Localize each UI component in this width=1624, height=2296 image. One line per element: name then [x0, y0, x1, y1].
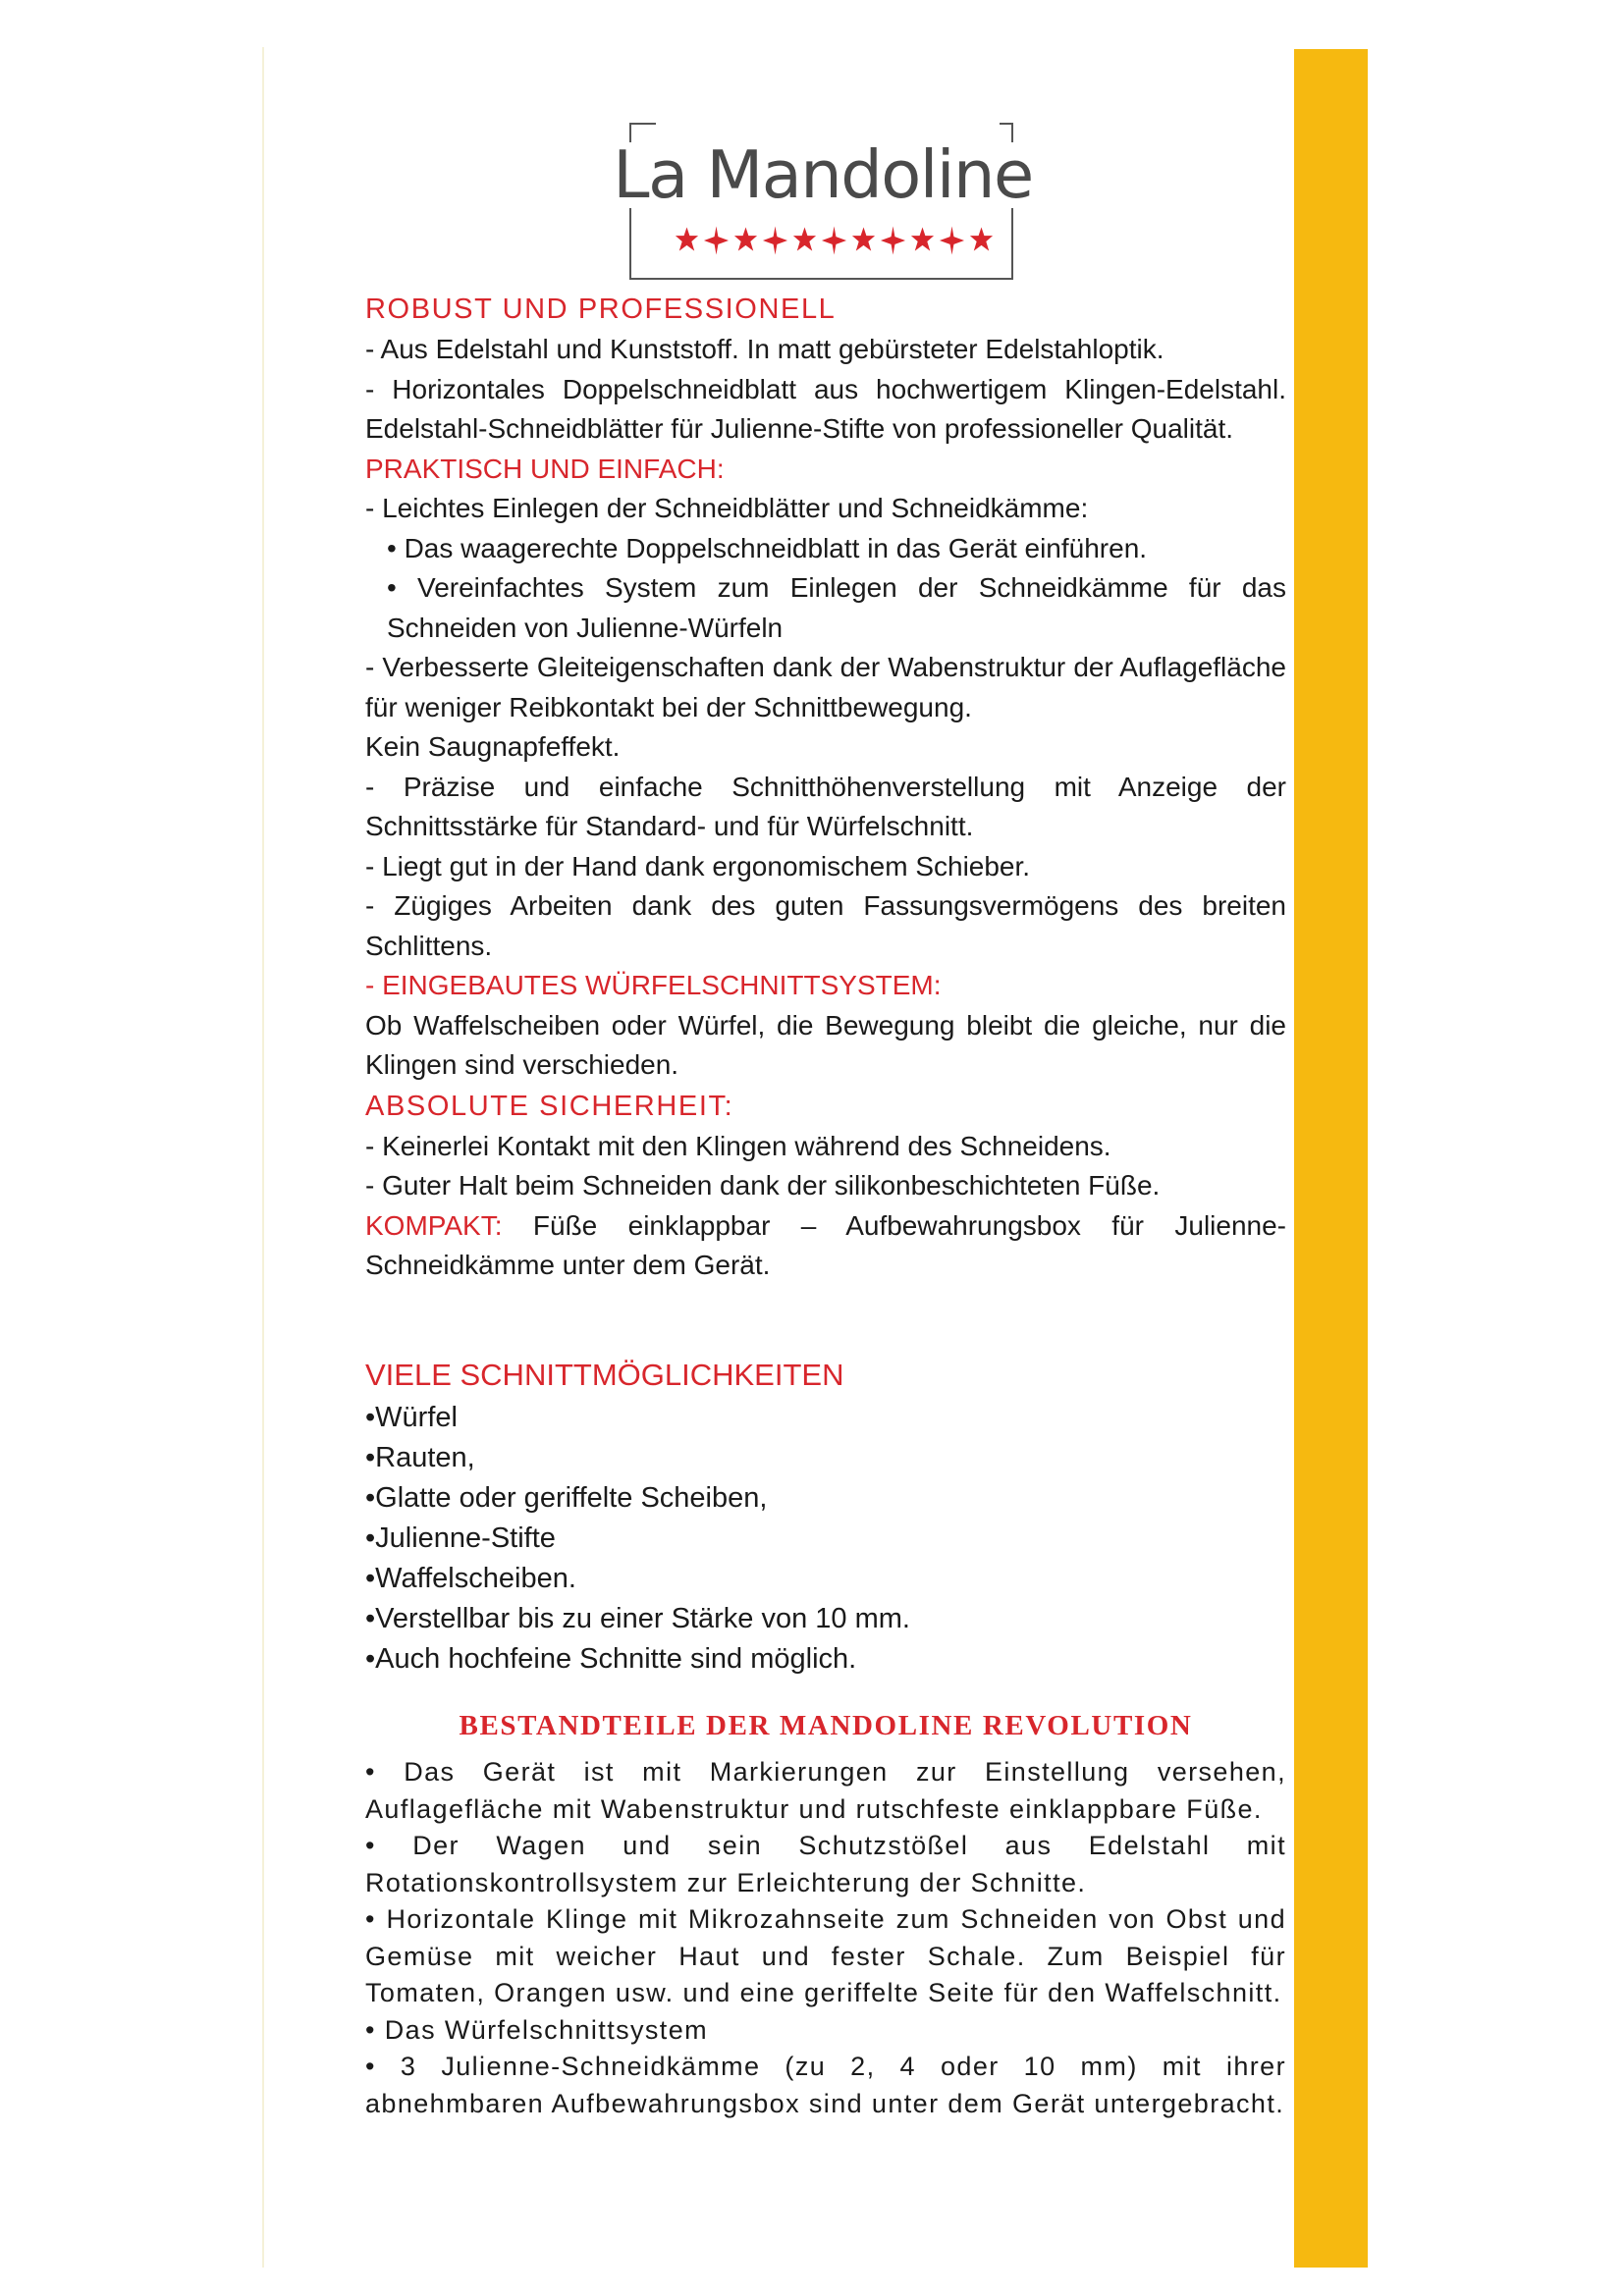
praktisch-line: - Präzise und einfache Schnitthöhenverstellung mit Anzeige der Schnittsstärke für Standard- und für Würfelschnitt.	[365, 771, 1286, 841]
star-icon	[791, 225, 818, 256]
brand-logo	[587, 123, 1058, 280]
list-item: • Horizontale Klinge mit Mikrozahnseite zum Schneiden von Obst und Gemüse mit weicher Haut und fester Schale. Zum Beispiel für Tomaten, Orangen usw. und eine geriffelte Seite für den Waffelschnitt.	[365, 1904, 1286, 2007]
heading-wuerfelschnitt: - EINGEBAUTES WÜRFELSCHNITTSYSTEM:	[365, 970, 942, 1000]
star-icon	[732, 225, 759, 256]
star-icon	[762, 225, 788, 256]
star-icon	[880, 225, 906, 256]
list-item: • Rauten,	[365, 1438, 1286, 1478]
star-icon	[850, 225, 877, 256]
kompakt-text: Füße einklappbar – Aufbewahrungsbox für Julienne-Schneidkämme unter dem Gerät.	[365, 1209, 1286, 1280]
praktisch-line: - Leichtes Einlegen der Schneidblätter und Schneidkämme:	[365, 493, 1089, 523]
heading-schnittmoeglichkeiten: VIELE SCHNITTMÖGLICHKEITEN	[365, 1358, 844, 1392]
list-item: • Waffelscheiben.	[365, 1559, 1286, 1599]
robust-line: - Aus Edelstahl und Kunststoff. In matt gebürsteter Edelstahloptik.	[365, 334, 1164, 364]
star-icon	[968, 225, 995, 256]
components-section	[365, 1703, 1286, 2122]
list-item: • Das Würfelschnittsystem	[365, 2014, 709, 2045]
list-item: • Auch hochfeine Schnitte sind möglich.	[365, 1639, 1286, 1680]
praktisch-line: - Verbesserte Gleiteigenschaften dank der Wabenstruktur der Auflagefläche für weniger Reibkontakt bei der Schnittbewegung.	[365, 652, 1286, 722]
robust-line: - Horizontales Doppelschneidblatt aus hochwertigem Klingen-Edelstahl. Edelstahl-Schneidblätter für Julienne-Stifte von professioneller Qualität.	[365, 373, 1286, 444]
praktisch-line: - Liegt gut in der Hand dank ergonomischem Schieber.	[365, 850, 1031, 881]
page-margin-line	[262, 47, 264, 2268]
heading-praktisch: PRAKTISCH UND EINFACH:	[365, 453, 725, 484]
heading-bestandteile: BESTANDTEILE DER MANDOLINE REVOLUTION	[459, 1710, 1193, 1741]
logo-text: La Mandoline	[587, 142, 1058, 208]
star-icon	[909, 225, 936, 256]
list-item: • Glatte oder geriffelte Scheiben,	[365, 1478, 1286, 1519]
heading-robust: ROBUST UND PROFESSIONELL	[365, 294, 837, 325]
list-item: • Verstellbar bis zu einer Stärke von 10 mm.	[365, 1599, 1286, 1639]
features-section	[365, 289, 1286, 1286]
heading-sicherheit: ABSOLUTE SICHERHEIT:	[365, 1090, 734, 1122]
praktisch-bullet: • Vereinfachtes System zum Einlegen der Schneidkämme für das Schneiden von Julienne-Würfeln	[387, 572, 1286, 643]
cut-options-section	[365, 1353, 1286, 1680]
cut-options-list	[365, 1398, 1286, 1680]
kompakt-label: KOMPAKT:	[365, 1209, 503, 1241]
star-icon	[703, 225, 730, 256]
logo-stars	[674, 225, 995, 256]
sicherheit-line: - Keinerlei Kontakt mit den Klingen während des Schneidens.	[365, 1130, 1111, 1161]
sicherheit-line: - Guter Halt beim Schneiden dank der silikonbeschichteten Füße.	[365, 1170, 1161, 1201]
list-item: • Der Wagen und sein Schutzstößel aus Edelstahl mit Rotationskontrollsystem zur Erleichterung der Schnitte.	[365, 1831, 1286, 1897]
list-item: • Julienne-Stifte	[365, 1519, 1286, 1559]
praktisch-line: Kein Saugnapfeffekt.	[365, 731, 621, 762]
list-item: • Das Gerät ist mit Markierungen zur Einstellung versehen, Auflagefläche mit Wabenstruktur und rutschfeste einklappbare Füße.	[365, 1757, 1286, 1824]
list-item: • Würfel	[365, 1398, 1286, 1438]
praktisch-line: - Zügiges Arbeiten dank des guten Fassungsvermögens des breiten Schlittens.	[365, 890, 1286, 961]
praktisch-bullet: • Das waagerechte Doppelschneidblatt in das Gerät einführen.	[387, 532, 1148, 563]
side-color-bar	[1294, 49, 1368, 2268]
star-icon	[939, 225, 965, 256]
star-icon	[821, 225, 847, 256]
list-item: • 3 Julienne-Schneidkämme (zu 2, 4 oder 10 mm) mit ihrer abnehmbaren Aufbewahrungsbox sind unter dem Gerät untergebracht.	[365, 2052, 1286, 2118]
wuerfel-text: Ob Waffelscheiben oder Würfel, die Bewegung bleibt die gleiche, nur die Klingen sind verschieden.	[365, 1009, 1286, 1080]
kompakt-paragraph	[365, 1206, 1286, 1286]
star-icon	[674, 225, 700, 256]
